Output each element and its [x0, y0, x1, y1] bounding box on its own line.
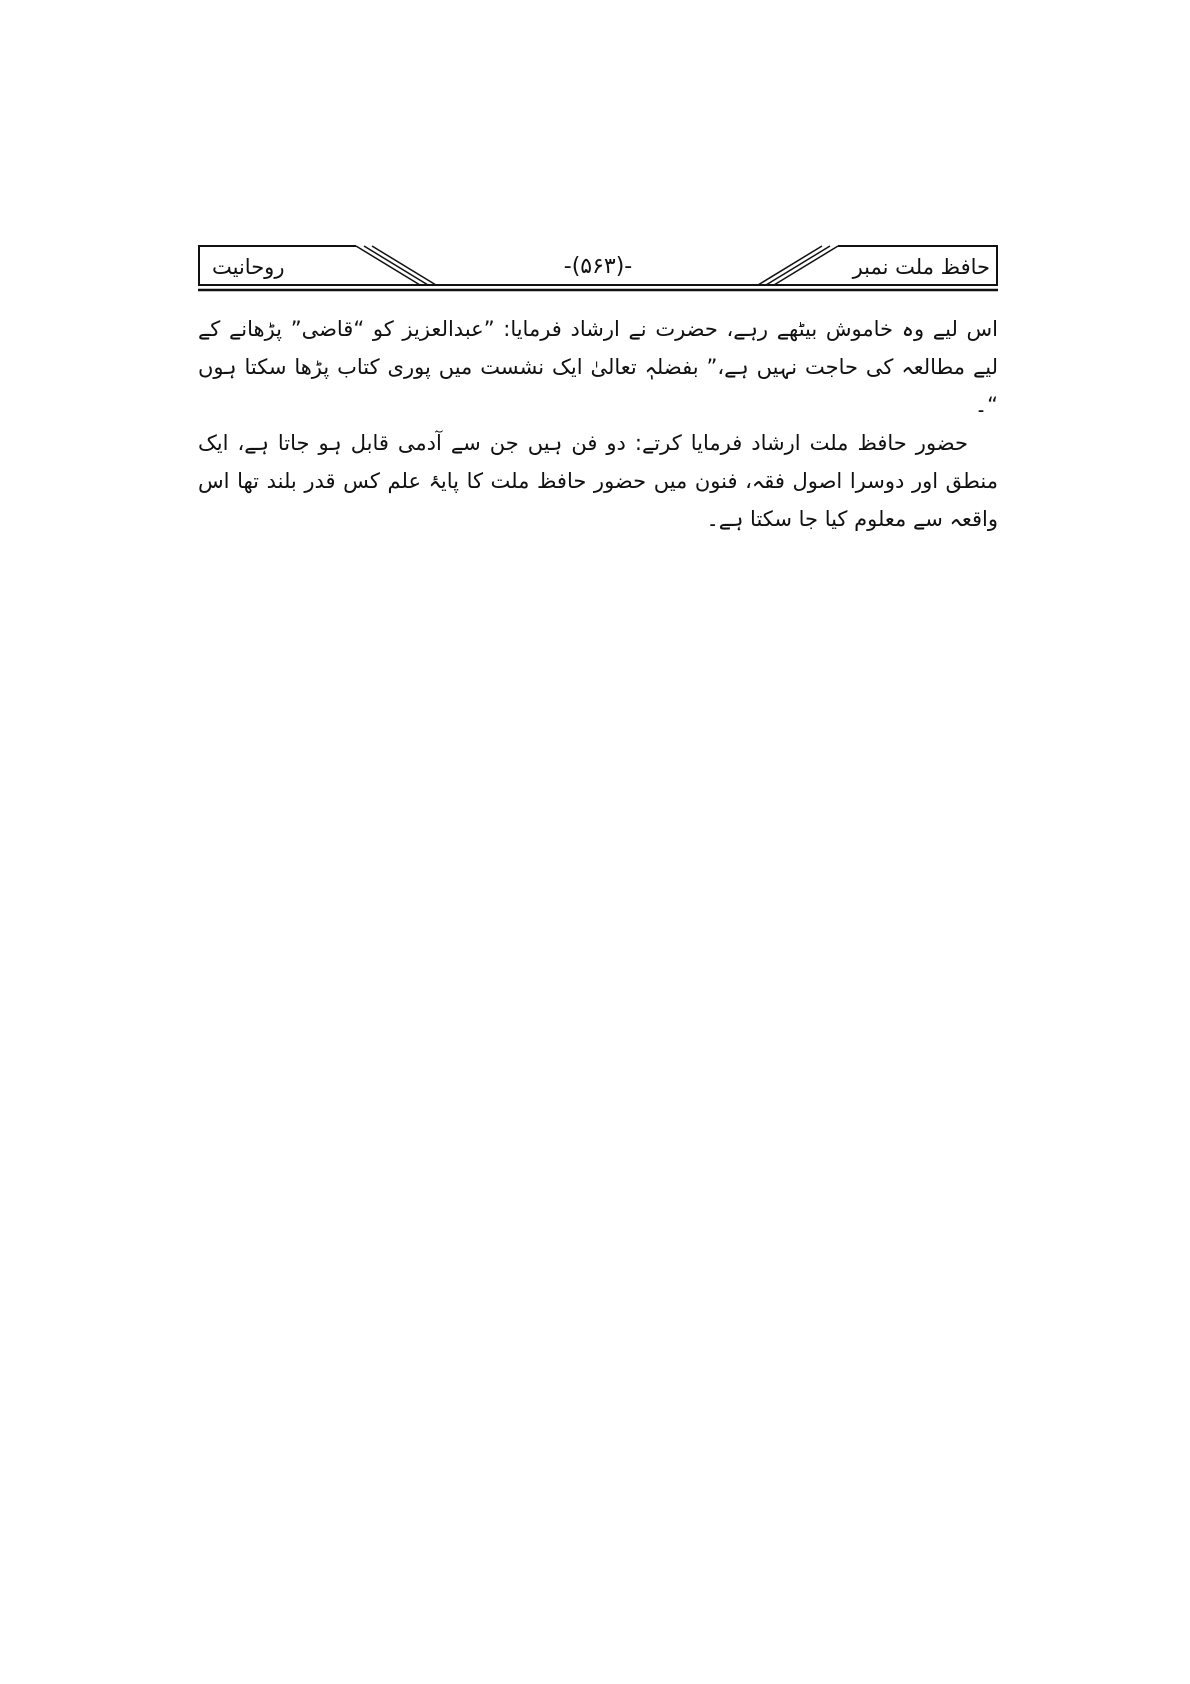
publication-title: حافظ ملت نمبر [852, 255, 990, 279]
page-number: -(۵۶۳)- [563, 254, 633, 279]
running-header [198, 245, 998, 292]
body-text [198, 310, 998, 538]
paragraph: حضور حافظ ملت ارشاد فرمایا کرتے: دو فن ہیں جن سے آدمی قابل ہو جاتا ہے، ایک منطق اور دوسرا اصول فقہ، فنون میں حضور حافظ ملت کا پایۂ علم کس قدر بلند تھا اس واقعہ سے معلوم کیا جا سکتا ہے۔ [198, 431, 998, 531]
paragraph: اس لیے وہ خاموش بیٹھے رہے، حضرت نے ارشاد فرمایا: ”عبدالعزیز کو “قاضی” پڑھانے کے لیے مطالعہ کی حاجت نہیں ہے،” بفضلہٖ تعالیٰ ایک نشست میں پوری کتاب پڑھا سکتا ہوں “۔ [198, 317, 998, 417]
section-title: روحانیت [212, 255, 285, 279]
